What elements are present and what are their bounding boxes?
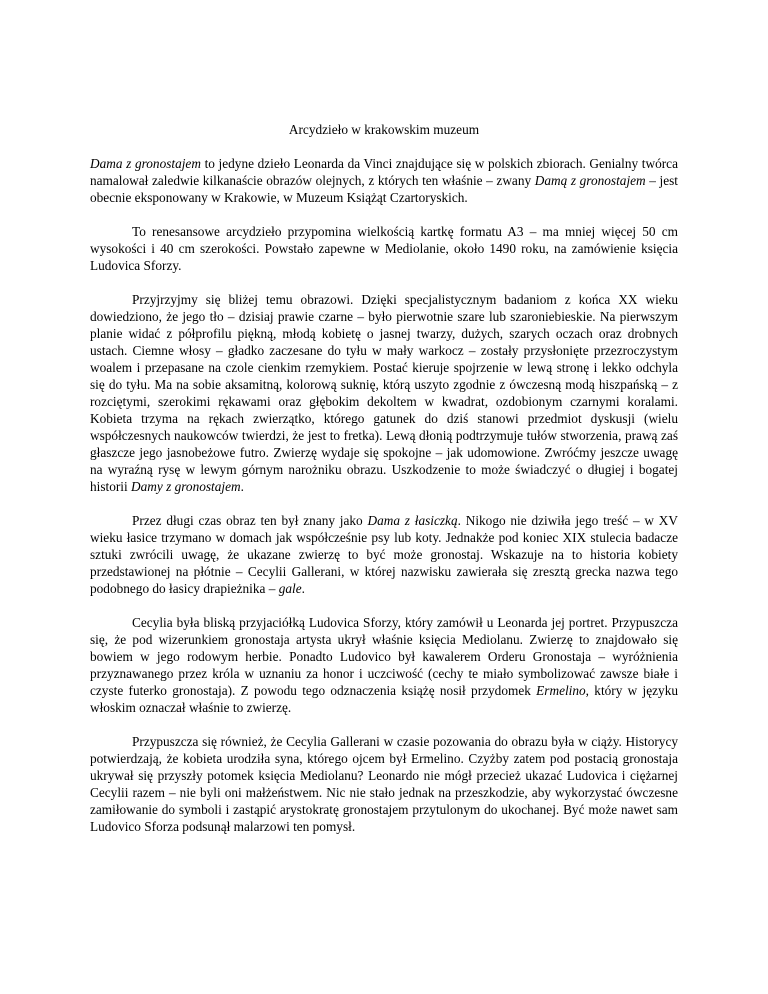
paragraph-text: Przez długi czas obraz ten był znany jako [132,513,368,528]
italic-title-text: Damy z gronostajem [131,479,241,494]
paragraph-text: – jest obecnie eksponowany w Krakowie, w Muzeum Książąt Czartoryskich. [90,173,678,205]
paragraph-text: . Nikogo nie dziwiła jego treść – w XV wieku łasice trzymano w domach jak współcześnie psy lub koty. Jednakże pod koniec XIX stulecia badacze sztuki zwrócili uwagę, że ukazane zwierzę to być może gronostaj. Wskazuje na to historia kobiety przedstawionej na płótnie – Cecylii Gallerani, w której nazwisku zawierała się zresztą grecka nazwa tego podobnego do łasicy drapieżnika – [90,513,678,596]
paragraph-text: . [301,581,305,596]
paragraph-text: to jedyne dzieło Leonarda da Vinci znajdujące się w polskich zbiorach. Genialny twórca namalował zaledwie kilkanaście obrazów olejnych, z których ten właśnie – zwany [90,156,678,188]
paragraph-text: To renesansowe arcydzieło przypomina wielkością kartkę formatu A3 – ma mniej więcej 50 cm wysokości i 40 cm szerokości. Powstało zapewne w Mediolanie, około 1490 roku, na zamówienie księcia Ludovica Sforzy. [90,224,678,273]
italic-title-text: gale [278,581,302,596]
paragraph-4 [90,512,678,597]
paragraph-6 [90,733,678,835]
italic-title-text: Ermelino [536,683,586,698]
paragraph-5 [90,614,678,716]
paragraph-2 [90,223,678,274]
italic-title-text: Dama z łasiczką [367,513,458,528]
paragraph-1 [90,155,678,206]
document-title: Arcydzieło w krakowskim muzeum [288,122,480,137]
paragraph-text: Cecylia była bliską przyjaciółką Ludovica Sforzy, który zamówił u Leonarda jej portret. Przypuszcza się, że pod wizerunkiem gronostaja artysta ukrył właśnie księcia Mediolanu. Zwierzę to znajdowało się bowiem w jego rodowym herbie. Ponadto Ludovico był kawalerem Orderu Gronostaja – wyróżnienia przyznawanego przez króla w uznaniu za honor i uczciwość (cechy te miało symbolizować zawsze białe i czyste futerko gronostaja). Z powodu tego odznaczenia książę nosił przydomek [90,615,678,698]
paragraph-text: Przypuszcza się również, że Cecylia Gallerani w czasie pozowania do obrazu była w ciąży. Historycy potwierdzają, że kobieta urodziła syna, którego ojcem był Ermelino. Czyżby zatem pod postacią gronostaja ukrywał się przyszły potomek księcia Mediolanu? Leonardo nie mógł przecież ukazać Ludovica i ciężarnej Cecylii razem – nie byli oni małżeństwem. Nic nie stało jednak na przeszkodzie, aby wykorzystać ówczesne zamiłowanie do symboli i zastąpić arystokratę gronostajem przytulonym do ukochanej. Być może nawet sam Ludovico Sforza podsunął malarzowi ten pomysł. [90,734,678,834]
paragraph-3 [90,291,678,495]
paragraph-text: , który w języku włoskim oznaczał właśnie to zwierzę. [90,683,678,715]
italic-title-text: Dama z gronostajem [90,156,201,171]
paragraph-text: Przyjrzyjmy się bliżej temu obrazowi. Dzięki specjalistycznym badaniom z końca XX wieku dowiedziono, że jego tło – dzisiaj prawie czarne – było pierwotnie szare lub szaroniebieskie. Na pierwszym planie widać z półprofilu piękną, młodą kobietę o jasnej twarzy, dużych, szarych oczach oraz drobnych ustach. Ciemne włosy – gładko zaczesane do tyłu w mały warkocz – zostały przysłonięte przezroczystym woalem i przepasane na czole cienkim rzemykiem. Postać kieruje spojrzenie w lewą stronę i lekko odchyla się do tyłu. Ma na sobie aksamitną, kolorową suknię, którą uszyto zgodnie z ówczesną modą hiszpańską – z rozciętymi, szerokimi rękawami oraz głębokim dekoltem w kwadrat, ozdobionym czarnymi koralami. Kobieta trzyma na rękach zwierzątko, którego gatunek do dziś stanowi przedmiot dyskusji (wielu współczesnych naukowców twierdzi, że jest to fretka). Lewą dłonią podtrzymuje tułów stworzenia, prawą zaś głaszcze jego jasnobeżowe futro. Zwierzę wydaje się spokojne – jak udomowione. Zwróćmy jeszcze uwagę na wyraźną rysę w lewym górnym narożniku obrazu. Uszkodzenie to może świadczyć o długiej i bogatej historii [90,292,678,494]
italic-title-text: Damą z gronostajem [534,173,646,188]
paragraph-text: . [240,479,244,494]
